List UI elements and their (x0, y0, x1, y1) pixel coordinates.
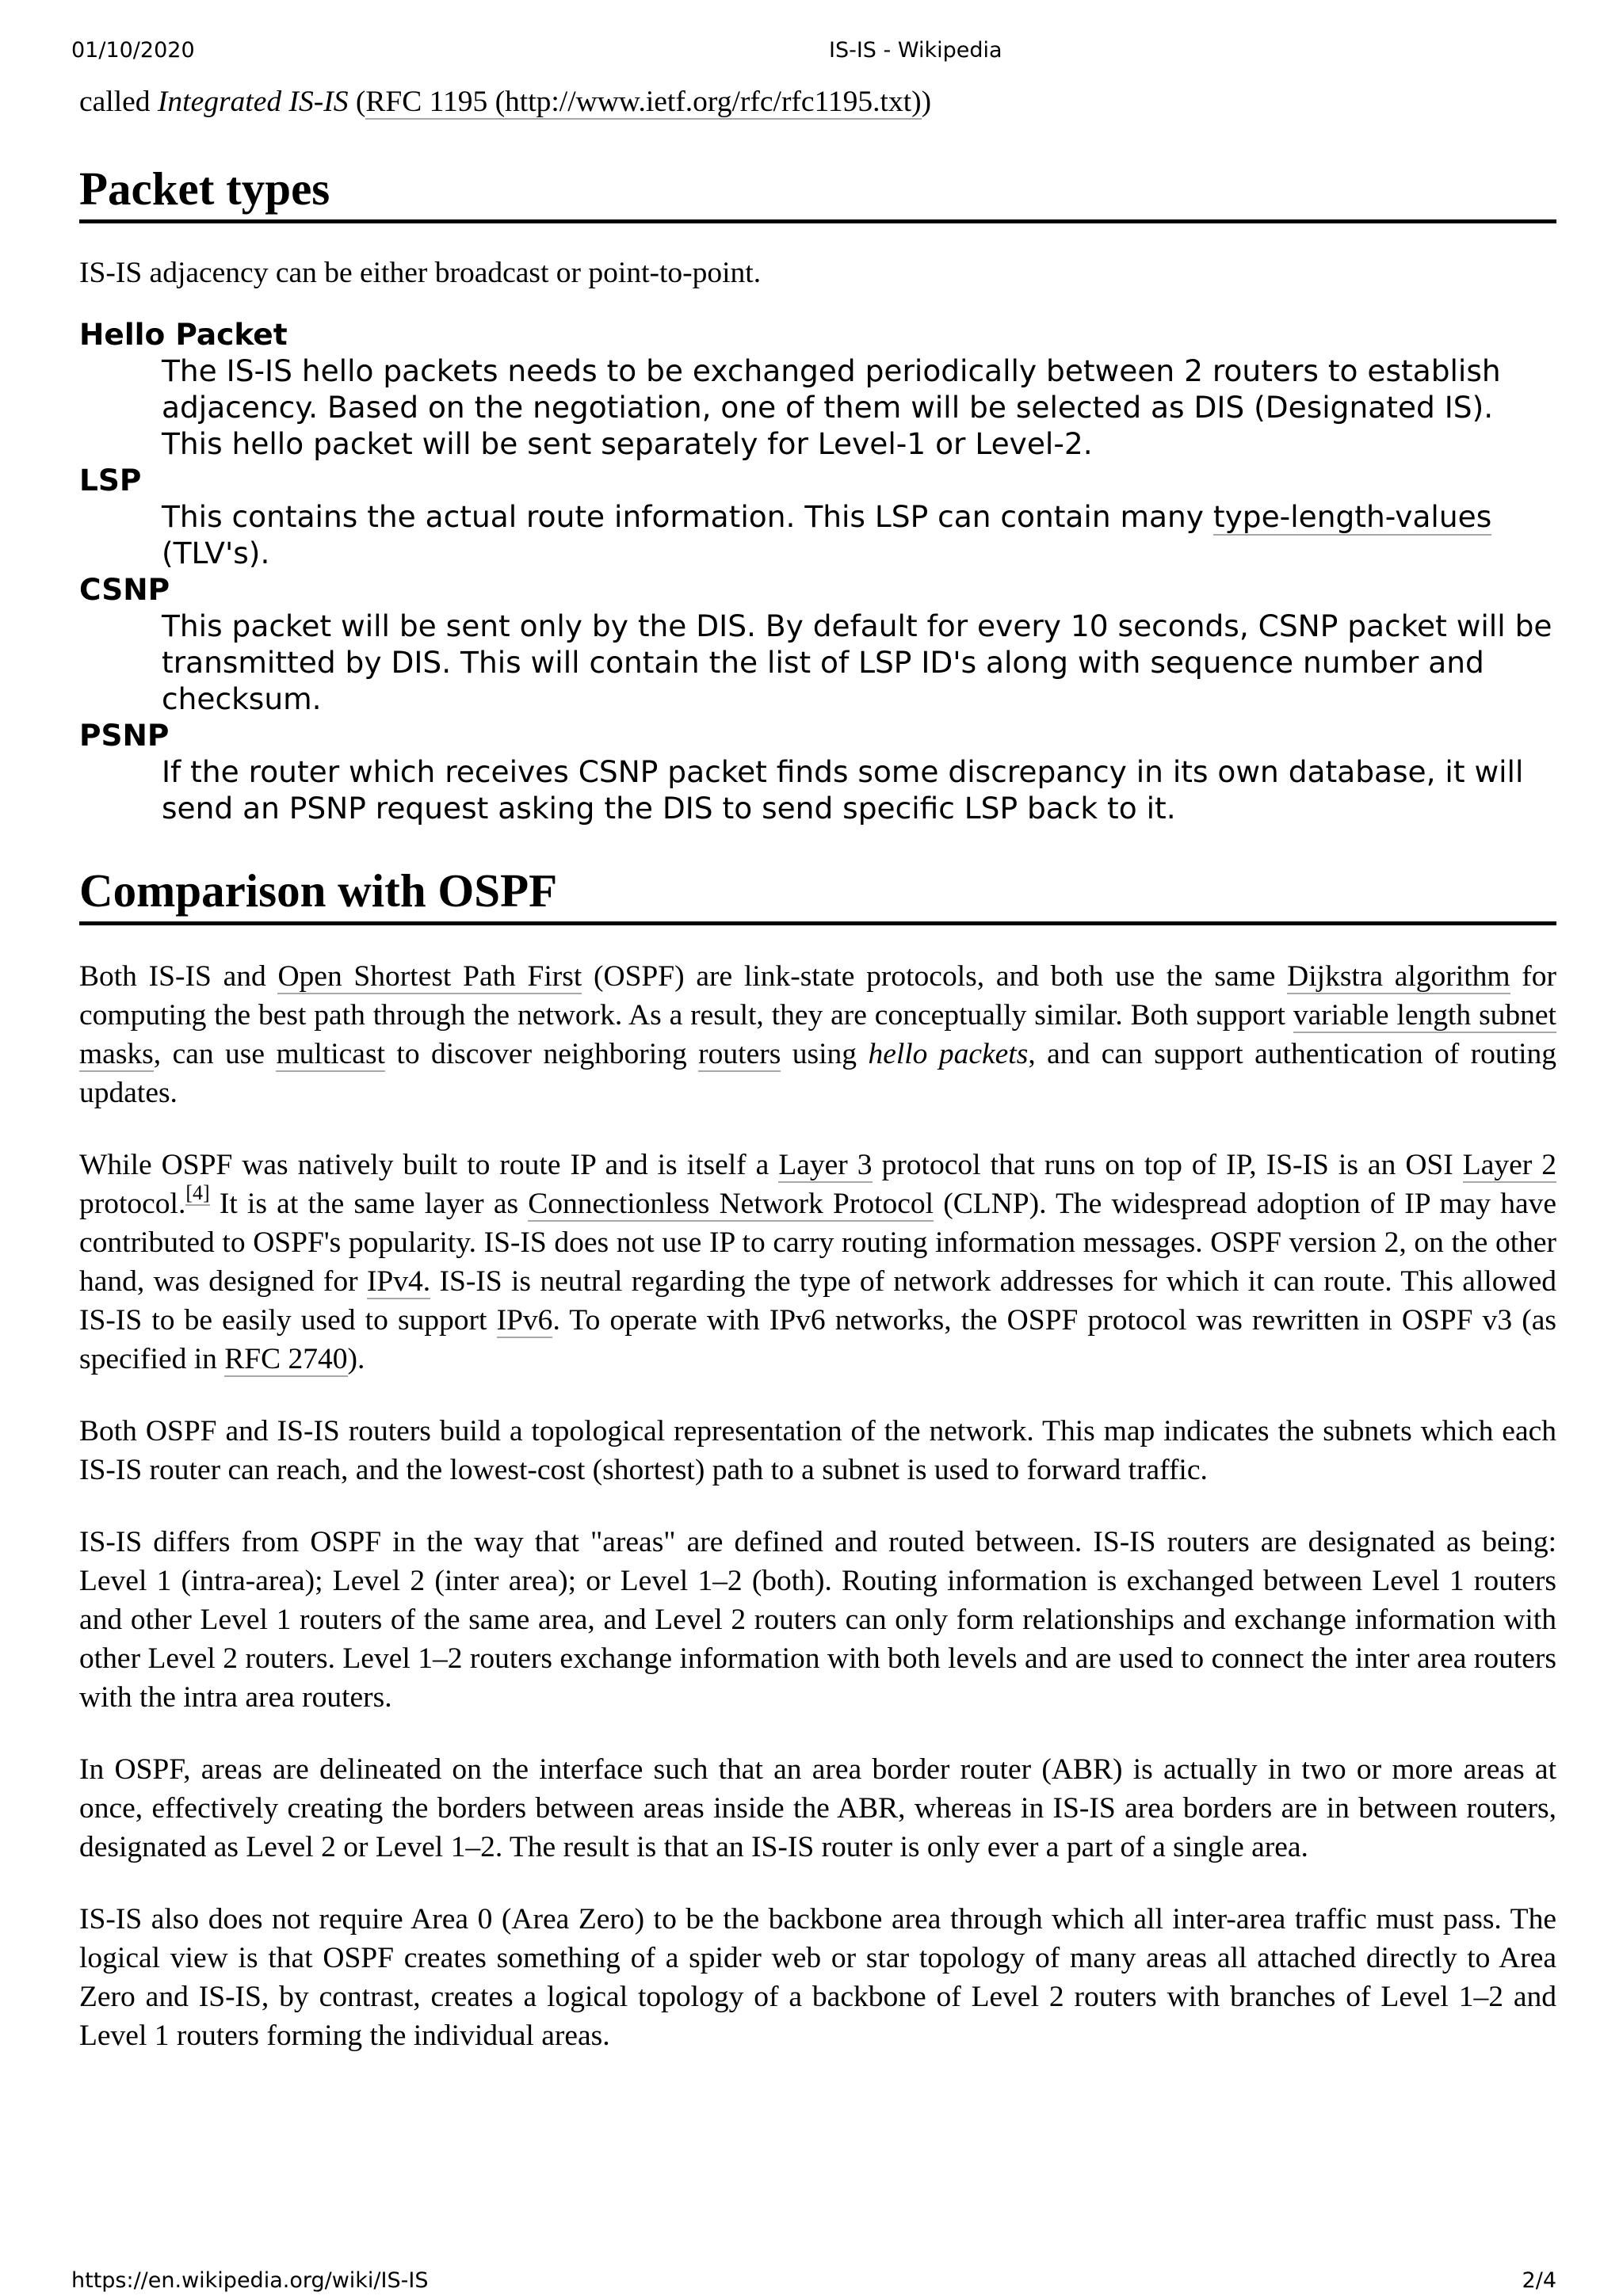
intro-italic: Integrated IS-IS (157, 86, 349, 118)
routers-link[interactable]: routers (698, 1038, 781, 1070)
rfc2740-link[interactable]: RFC 2740 (224, 1343, 348, 1375)
dijkstra-algorithm-link[interactable]: Dijkstra algorithm (1287, 960, 1510, 993)
intro-paren-open: ( (348, 86, 366, 118)
desc-hello-packet: The IS-IS hello packets needs to be exchanged periodically between 2 routers to establish adjacency. Based on the negotiation, one of them will be selected as DIS (Designated IS). This hello packet will be sent separately for Level-1 or Level-2. (162, 353, 1501, 461)
term-hello-packet: Hello Packet (79, 317, 288, 352)
term-lsp: LSP (79, 463, 142, 498)
layer-3-link[interactable]: Layer 3 (778, 1149, 873, 1181)
article-content (79, 82, 1556, 2055)
print-date: 01/10/2020 (71, 38, 195, 63)
reference-4-link[interactable]: [4] (185, 1181, 210, 1205)
term-psnp: PSNP (79, 718, 170, 753)
hello-packets-italic: hello packets (868, 1038, 1029, 1070)
print-url: https://en.wikipedia.org/wiki/IS-IS (71, 2268, 429, 2293)
comparison-paragraph-6: IS-IS also does not require Area 0 (Area Zero) to be the backbone area through which all inter-area traffic must pass. The logical view is that OSPF creates something of a spider web or star topology of many areas all attached directly to Area Zero and IS-IS, by contrast, creates a logical topology of a backbone of Level 2 routers with branches of Level 1–2 and Level 1 routers forming the individual areas. (79, 1903, 1556, 2052)
clnp-link[interactable]: Connectionless Network Protocol (528, 1188, 934, 1220)
type-length-values-link[interactable]: type-length-values (1212, 499, 1492, 534)
comparison-paragraph-5: In OSPF, areas are delineated on the interface such that an area border router (ABR) is actually in two or more areas at once, effectively creating the borders between areas inside the ABR, whereas in IS-IS area borders are in between routers, designated as Level 2 or Level 1–2. The result is that an IS-IS router is only ever a part of a single area. (79, 1753, 1556, 1863)
desc-lsp-text-end: (TLV's). (162, 536, 270, 570)
print-page-number: 2/4 (1522, 2268, 1556, 2293)
section-heading-comparison-ospf: Comparison with OSPF (79, 863, 1556, 925)
layer-2-link[interactable]: Layer 2 (1462, 1149, 1556, 1181)
print-page-title: IS-IS - Wikipedia (829, 38, 1002, 63)
ipv6-link[interactable]: IPv6 (496, 1304, 553, 1337)
comparison-paragraph-2: While OSPF was natively built to route IP and is itself a Layer 3 protocol that runs on top of IP, IS-IS is an OSI Layer 2 protocol.[4] It is at the same layer as Connectionless Network Protocol (CLNP). The widespread adoption of IP may have contributed to OSPF's popularity. IS-IS does not use IP to carry routing information messages. OSPF version 2, on the other hand, was designed for IPv4. IS-IS is neutral regarding the type of network addresses for which it can route. This allowed IS-IS to be easily used to support IPv6. To operate with IPv6 networks, the OSPF protocol was rewritten in OSPF v3 (as specified in RFC 2740). (79, 1149, 1556, 1375)
desc-psnp: If the router which receives CSNP packet finds some discrepancy in its own database, it will send an PSNP request asking the DIS to send specific LSP back to it. (162, 754, 1524, 826)
intro-text: called (79, 86, 158, 118)
desc-csnp: This packet will be sent only by the DIS. By default for every 10 seconds, CSNP packet will be transmitted by DIS. This will contain the list of LSP ID's along with sequence number and checksum. (162, 608, 1552, 716)
ipv4-link[interactable]: IPv4. (366, 1265, 431, 1298)
multicast-link[interactable]: multicast (276, 1038, 385, 1070)
section-heading-packet-types: Packet types (79, 161, 1556, 223)
packet-type-list (79, 316, 1556, 826)
term-csnp: CSNP (79, 572, 170, 607)
rfc1195-link[interactable]: RFC 1195 (http://www.ietf.org/rfc/rfc1195.txt) (365, 86, 922, 118)
desc-lsp-text: This contains the actual route information. This LSP can contain many (162, 499, 1213, 534)
comparison-paragraph-4: IS-IS differs from OSPF in the way that "areas" are defined and routed between. IS-IS routers are designated as being: Level 1 (intra-area); Level 2 (inter area); or Level 1–2 (both). Routing information is exchanged between Level 1 routers and other Level 1 routers of the same area, and Level 2 routers can only form relationships and exchange information with other Level 2 routers. Level 1–2 routers exchange information with both levels and are used to connect the inter area routers with the intra area routers. (79, 1526, 1556, 1714)
intro-line (79, 82, 1556, 121)
comparison-paragraph-1: Both IS-IS and Open Shortest Path First (OSPF) are link-state protocols, and both use the same Dijkstra algorithm for computing the best path through the network. As a result, they are conceptually similar. Both support variable length subnet masks, can use multicast to discover neighboring routers using hello packets, and can support authentication of routing updates. (79, 960, 1557, 1109)
desc-lsp (162, 498, 1556, 571)
comparison-paragraph-3: Both OSPF and IS-IS routers build a topological representation of the network. This map indicates the subnets which each IS-IS router can reach, and the lowest-cost (shortest) path to a subnet is used to forward traffic. (79, 1415, 1556, 1486)
vlsm-link[interactable]: variable length subnet masks (79, 999, 1556, 1070)
ospf-link[interactable]: Open Shortest Path First (277, 960, 582, 993)
intro-paren-close: ) (921, 86, 932, 118)
packet-types-intro: IS-IS adjacency can be either broadcast or point-to-point. (79, 257, 762, 289)
